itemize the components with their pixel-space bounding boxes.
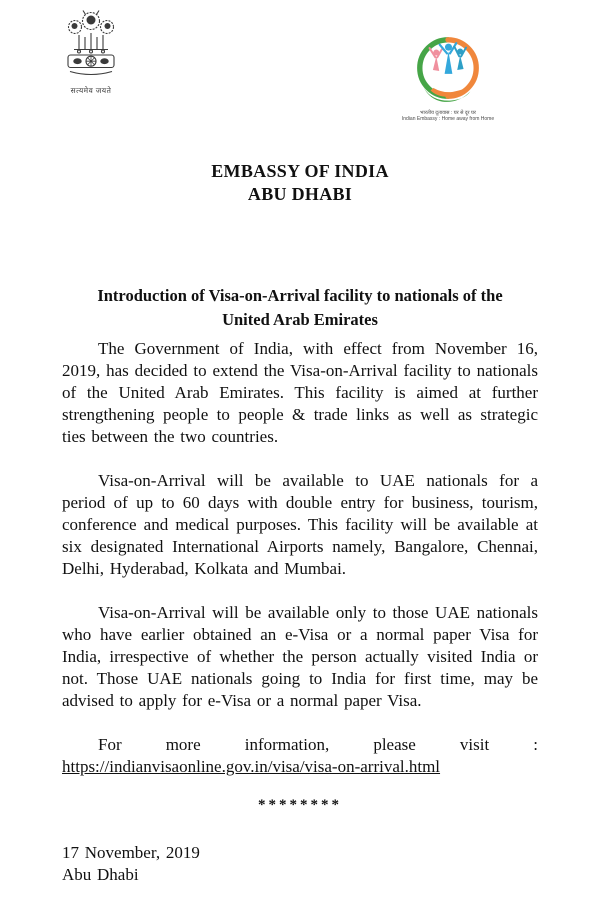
letterhead <box>0 160 600 206</box>
logo-caption-english: Indian Embassy : Home away from Home <box>401 115 495 122</box>
signoff-block <box>62 842 538 886</box>
india-state-emblem-icon <box>59 8 123 80</box>
url-line <box>62 756 538 778</box>
document-title-line1: Introduction of Visa-on-Arrival facility to nationals of the <box>97 286 503 305</box>
org-name: EMBASSY OF INDIA <box>211 161 389 181</box>
emblem-block <box>56 8 126 96</box>
signoff-place: Abu Dhabi <box>62 865 139 884</box>
blue-figure <box>440 43 457 74</box>
signoff-date: 17 November, 2019 <box>62 843 200 862</box>
pink-figure <box>430 48 442 71</box>
more-info-line: For more information, please visit : <box>98 735 538 754</box>
paragraph-3: Visa-on-Arrival will be available only to those UAE nationals who have earlier obtained an e-Visa or a normal paper Visa for India, irrespective of whether the person actually visited India or not. Those UAE nationals going to India for first time, may be advised to apply for e-Visa or a normal paper Visa. <box>62 603 538 710</box>
asterisk-separator: ******** <box>258 797 342 813</box>
embassy-logo-block <box>399 33 497 122</box>
logo-caption-hindi: भारतीय दूतावास : घर से दूर घर <box>420 110 476 116</box>
document-title <box>0 284 600 332</box>
paragraph-1: The Government of India, with effect from November 16, 2019, has decided to extend the Visa-on-Arrival facility to nationals of the United Arab Emirates. This facility is aimed at further strengthening people to people & trade links as well as strategic ties between the two countries. <box>62 339 538 446</box>
paragraph-2: Visa-on-Arrival will be available to UAE nationals for a period of up to 60 days with double entry for business, tourism, conference and medical purposes. This facility will be available at six designated International Airports namely, Bangalore, Chennai, Delhi, Hyderabad, Kolkata and Mumbai. <box>62 471 538 578</box>
org-city: ABU DHABI <box>247 184 353 204</box>
document-body <box>62 338 538 886</box>
logo-caption <box>399 111 497 122</box>
document-title-line2: United Arab Emirates <box>222 310 378 329</box>
visa-url-link[interactable]: https://indianvisaonline.gov.in/visa/visa-on-arrival.html <box>62 757 441 776</box>
emblem-motto: सत्यमेव जयते <box>70 86 112 95</box>
embassy-logo-icon <box>408 33 488 105</box>
teal-figure <box>454 47 466 70</box>
